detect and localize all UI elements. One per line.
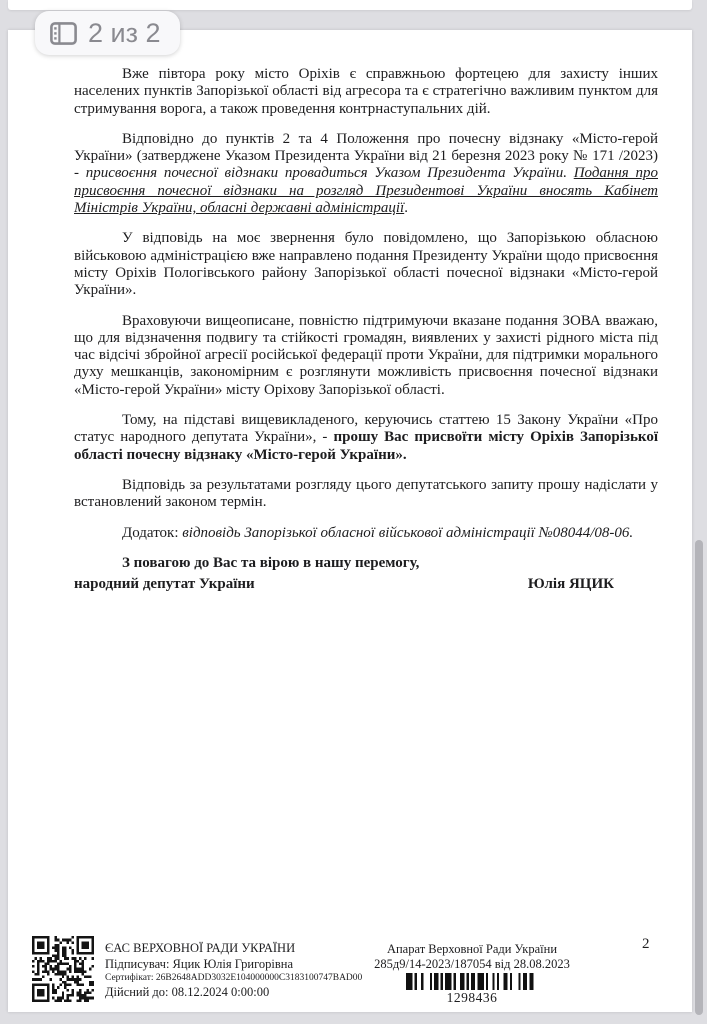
stamp-signer: Підписувач: Яцик Юлія Григорівна: [105, 956, 294, 971]
signature-name: Юлія ЯЦИК: [527, 576, 614, 593]
document-page: [8, 30, 692, 1012]
page-number: 2: [642, 936, 650, 952]
page-indicator-pill[interactable]: [35, 11, 180, 55]
signature-closing: З повагою до Вас та вірою в нашу перемогу,: [122, 554, 420, 571]
qr-code: [32, 936, 94, 1002]
digital-signature-stamp: [32, 936, 362, 1002]
para5-bold-request: прошу Вас присвоїти місту Оріхів Запорізької області почесну відзнаку «Місто-герой України».: [74, 429, 658, 463]
stamp-title: ЄАС ВЕРХОВНОЇ РАДИ УКРАЇНИ: [105, 941, 296, 955]
previous-page-edge: [8, 0, 692, 10]
para2-italic: присвоєння почесної відзнаки провадиться Указом Президента України.: [85, 165, 574, 182]
document-body: [74, 66, 658, 593]
barcode: [368, 973, 576, 990]
paragraph-4: Враховуючи вищеописане, повністю підтримуючи вказане подання ЗОВА вважаю, що для відзначення подвигу та стійкості громадян, виявлених у захисті рідного міста під час відсічі збройної агресії російської федерації проти України, для підтримки морального духу мешканців, закономірним є розглянути можливість присвоєння почесної відзнаки «Місто-герой України» місту Оріхову Запорізької області.: [74, 312, 658, 398]
scrollbar-thumb[interactable]: [695, 540, 703, 1015]
paragraph-2: [74, 131, 658, 217]
signature-position: народний депутат України: [74, 576, 255, 593]
registration-office: Апарат Верховної Ради України: [386, 942, 558, 956]
paragraph-5: [74, 412, 658, 464]
paragraph-6: Відповідь за результатами розгляду цього депутатського запиту прошу надіслати у встановлений законом термін.: [74, 476, 658, 511]
registration-number: 285д9/14-2023/187054 від 28.08.2023: [374, 957, 570, 971]
page-indicator-label: 2 из 2: [88, 17, 161, 48]
thumbnails-icon: [50, 22, 77, 45]
registration-stamp: [368, 942, 576, 1005]
signature-row: [74, 576, 658, 593]
paragraph-3: У відповідь на моє звернення було повідомлено, що Запорізькою обласною військовою адміністрацією вже направлено подання Президенту України щодо присвоєння місту Оріхів Пологівського району Запорізької області почесної відзнаки «Місто-герой України».: [74, 230, 658, 299]
attachment-label: Додаток:: [122, 524, 183, 541]
stamp-valid-until: Дійсний до: 08.12.2024 0:00:00: [105, 985, 270, 999]
para2-tail: .: [404, 200, 408, 217]
para2-italic-underline: Подання про присвоєння почесної відзнаки на розгляд Президентові України вносять Кабінет Міністрів України, обласні державні адміністрації: [74, 165, 659, 217]
attachment-italic: відповідь Запорізької обласної військової адміністрації №08044/08-06.: [182, 524, 634, 541]
barcode-number: 1298436: [446, 990, 498, 1005]
para2-regular: Відповідно до пунктів 2 та 4 Положення про почесну відзнаку «Місто-герой України» (затверджене Указом Президента України від 21 березня 2023 року № 171 /2023) -: [74, 130, 658, 182]
para5-regular: Тому, на підставі вищевикладеного, керуючись статтею 15 Закону України «Про статус народного депутата України», -: [74, 412, 658, 446]
paragraph-1: Вже півтора року місто Оріхів є справжньою фортецею для захисту інших населених пунктів Запорізької області від агресора та є стратегічно важливим пунктом для стримування ворога, а також проведення контрнаступальних дій.: [74, 66, 658, 117]
stamp-certificate: Сертифікат: 26B2648ADD3032E104000000C3183100747BAD00: [105, 973, 363, 983]
attachment-line: [74, 525, 658, 542]
stamp-text: [105, 936, 362, 1002]
signature-block: [74, 555, 658, 594]
